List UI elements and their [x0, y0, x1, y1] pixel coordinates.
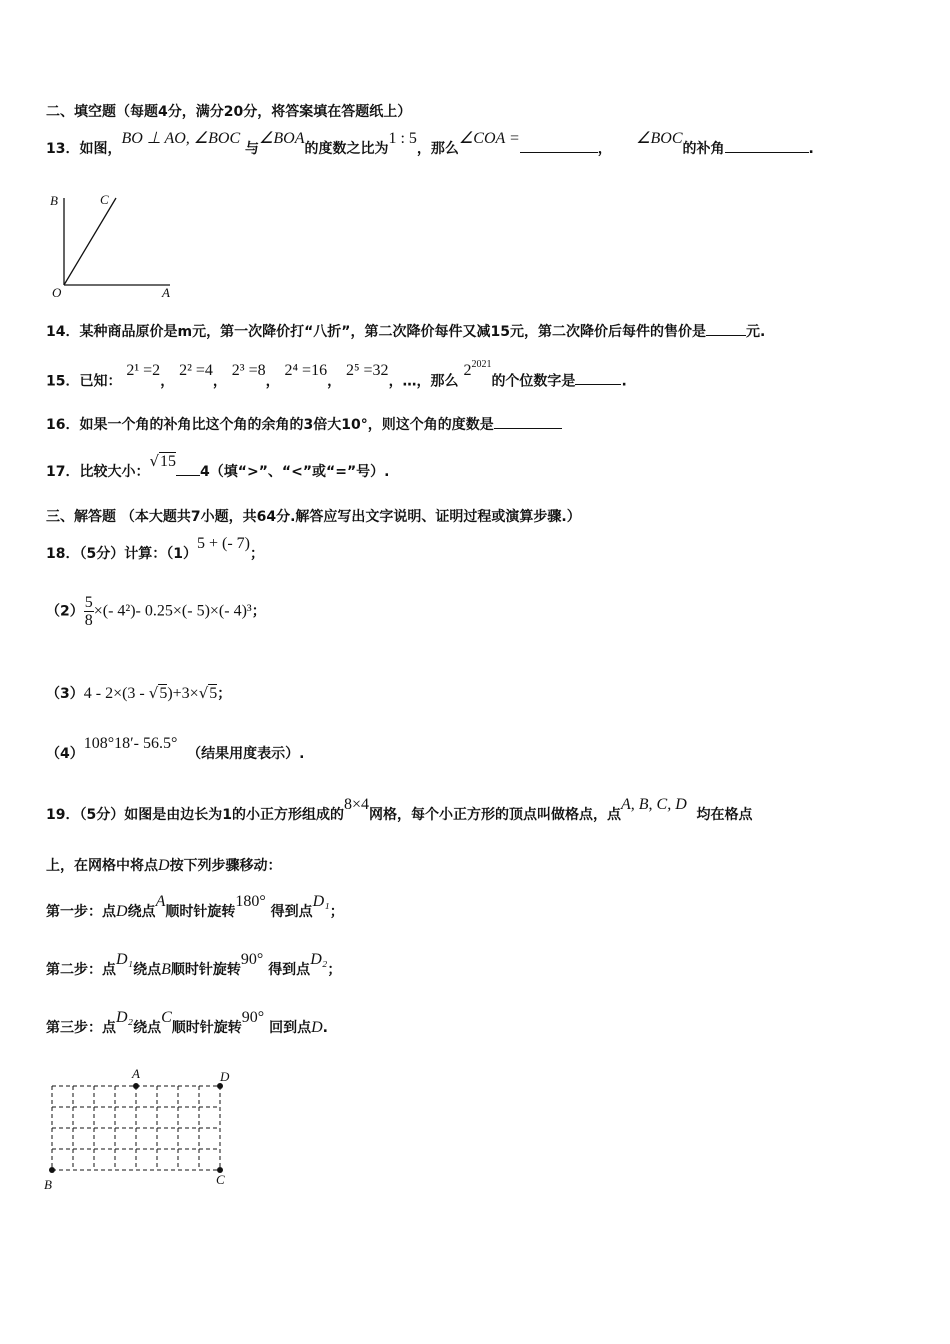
part-label: （2）	[46, 603, 84, 620]
question-19-line-1	[46, 796, 753, 824]
q13-expr-boa: ∠BOA	[259, 130, 305, 147]
q13-text: ，那么	[416, 141, 459, 157]
point-b-dot	[49, 1167, 55, 1173]
q13-text: 的补角	[682, 141, 725, 157]
question-18-part-4	[46, 735, 305, 763]
denominator: 8	[84, 612, 93, 629]
step-text: 得到点	[268, 962, 311, 978]
q19-text: 上，在网格中将点	[46, 858, 158, 874]
q13-text: 的度数之比为	[304, 141, 389, 157]
semicolon: ；	[249, 546, 264, 562]
label-a: A	[162, 285, 170, 300]
sqrt: √5	[198, 684, 218, 702]
q18-expr-2: ×(- 4²)- 0.25×(- 5)×(- 4)³	[93, 602, 252, 620]
q14-text: 14．某种商品原价是m元，第一次降价打“八折”，第二次降价每件又减15元，第二次降价后每件的售价是	[46, 324, 706, 340]
question-13	[46, 130, 814, 158]
question-18-part-3	[46, 684, 231, 703]
q13-expr-coa: ∠COA =	[458, 130, 520, 147]
answer-blank[interactable]	[575, 370, 621, 385]
point-c: C	[161, 1009, 172, 1026]
step-text: 绕点	[127, 904, 156, 920]
point-d2: D₂	[116, 1009, 134, 1026]
answer-blank[interactable]	[520, 138, 598, 153]
point-b: B	[161, 961, 171, 978]
grid-label-a: A	[132, 1066, 140, 1081]
angle-value: 90°	[240, 951, 264, 968]
point-d: D	[158, 857, 170, 874]
point-d: D	[311, 1019, 323, 1036]
question-17	[46, 452, 390, 481]
question-19-line-2	[46, 857, 282, 875]
q15-text: ，…，那么	[388, 373, 459, 390]
question-16	[46, 414, 562, 434]
label-c: C	[100, 192, 109, 207]
q15-power	[463, 359, 492, 380]
part-label: （3）	[46, 686, 84, 702]
q19-grid-figure	[40, 1066, 250, 1196]
step-text: 回到点	[269, 1020, 312, 1036]
grid-label-c: C	[216, 1172, 225, 1187]
q15-number: 15．已知：	[46, 373, 122, 390]
answer-blank[interactable]	[176, 461, 200, 476]
step-text: 第三步：点	[46, 1020, 116, 1036]
q15-eq: 2³ =8	[231, 362, 266, 380]
grid-label-b: B	[44, 1177, 52, 1192]
q19-step-2	[46, 951, 342, 979]
step-text: 第二步：点	[46, 962, 116, 978]
step-text: 第一步：点	[46, 904, 116, 920]
point-a-dot	[133, 1083, 139, 1089]
q15-text: .	[621, 373, 627, 390]
semicolon: ；	[329, 904, 344, 920]
radicand: 5	[209, 685, 218, 702]
q19-number: 19．（5分）如图是由边长为1的小正方形组成的	[46, 807, 344, 823]
point-d2: D₂	[310, 951, 328, 968]
q14-text: 元.	[745, 324, 766, 340]
question-15	[46, 359, 627, 390]
q15-eq: 2⁴ =16	[284, 362, 328, 380]
grid-size: 8×4	[343, 796, 369, 813]
q18-expr-1: 5 + (- 7)	[196, 535, 250, 552]
q15-eq: 2¹ =2	[126, 362, 161, 380]
q15-eq: 2² =4	[179, 362, 213, 380]
q19-text: .	[322, 1020, 328, 1036]
step-text: 得到点	[270, 904, 313, 920]
answer-blank[interactable]	[706, 321, 746, 336]
q13-text: ，	[597, 141, 612, 157]
grid-label-d: D	[220, 1069, 230, 1084]
q19-text: 网格，每个小正方形的顶点叫做格点，点	[369, 807, 621, 823]
comma: ，	[327, 373, 342, 390]
question-14	[46, 321, 765, 341]
power-base: 2	[463, 362, 472, 380]
q13-expr-boc: ∠BOC	[636, 130, 683, 147]
q18-expr-3b: )+3×	[167, 685, 199, 702]
section-3-heading: 三、解答题 （本大题共7小题，共64分.解答应写出文字说明、证明过程或演算步骤.）	[46, 509, 581, 525]
q13-text: 与	[245, 141, 260, 157]
semicolon: ；	[217, 686, 232, 702]
q16-text: 16．如果一个角的补角比这个角的余角的3倍大10°，则这个角的度数是	[46, 417, 494, 433]
q18-note: （结果用度表示）.	[187, 746, 305, 762]
q18-expr-4: 108°18′- 56.5°	[83, 735, 178, 752]
comma: ，	[212, 373, 227, 390]
comma: ，	[265, 373, 280, 390]
q17-text: 4（填“>”、“<”或“=”号）.	[200, 464, 390, 480]
step-text: 顺时针旋转	[171, 1020, 242, 1036]
step-text: 顺时针旋转	[170, 962, 241, 978]
question-18-part-1	[46, 535, 264, 563]
step-text: 绕点	[133, 1020, 162, 1036]
semicolon: ；	[327, 962, 342, 978]
q18-expr-3a: 4 - 2×(3 -	[83, 685, 149, 702]
numerator: 5	[84, 594, 93, 611]
q17-sqrt: √15	[149, 452, 177, 470]
radicand: 5	[159, 685, 168, 702]
q13-angle-figure	[44, 190, 184, 300]
answer-blank[interactable]	[725, 138, 809, 153]
part-label: （4）	[46, 746, 84, 762]
q15-text: 的个位数字是	[491, 373, 576, 390]
point-d1: D₁	[116, 951, 134, 968]
comma: ，	[160, 373, 175, 390]
section-2-heading: 二、填空题（每题4分，满分20分，将答案填在答题纸上）	[46, 104, 412, 120]
q13-ratio: 1 : 5	[388, 130, 417, 147]
q13-text: .	[808, 141, 814, 157]
q15-eq: 2⁵ =32	[345, 362, 389, 380]
step-text: 顺时针旋转	[165, 904, 236, 920]
points-list: A, B, C, D	[621, 796, 687, 813]
semicolon: ；	[251, 603, 266, 620]
point-d1: D₁	[312, 893, 330, 910]
fraction	[84, 594, 94, 629]
point-d: D	[116, 903, 128, 920]
question-18-part-2	[46, 594, 266, 629]
radicand: 15	[160, 453, 177, 470]
q18-number: 18．（5分）计算：（1）	[46, 546, 197, 562]
grid-lines	[52, 1086, 220, 1170]
q19-step-3	[46, 1009, 328, 1037]
q17-number: 17．比较大小：	[46, 464, 150, 480]
q19-text: 均在格点	[696, 807, 753, 823]
label-b: B	[50, 193, 58, 208]
sqrt: √5	[148, 684, 168, 702]
power-exponent: 2021	[471, 359, 492, 370]
q19-step-1	[46, 893, 344, 921]
point-a: A	[155, 893, 166, 910]
angle-value: 180°	[235, 893, 266, 910]
label-o: O	[52, 285, 62, 300]
ray-oc	[64, 198, 116, 285]
q13-expr-perp: BO ⊥ AO, ∠BOC	[121, 130, 241, 147]
step-text: 绕点	[133, 962, 162, 978]
angle-value: 90°	[241, 1009, 265, 1026]
answer-blank[interactable]	[494, 414, 562, 429]
q13-number: 13．如图，	[46, 141, 122, 157]
q19-text: 按下列步骤移动：	[169, 858, 282, 874]
